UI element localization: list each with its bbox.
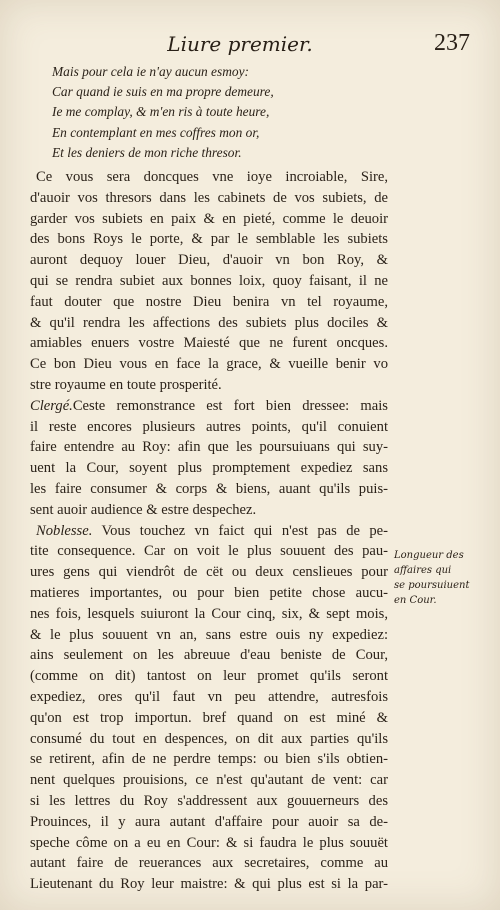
marginal-note-line: en Cour. [394, 595, 437, 606]
text-line: Ce bon Dieu vous en face la grace, & vueille benir vo [30, 356, 388, 373]
text-line: uent la Cour, soyent plus promptement expediez sans [30, 460, 388, 477]
paragraph-roy [30, 167, 388, 396]
text-line: matieres importantes, ou pour bien petite chose aucu- [30, 584, 388, 601]
text-line: autant faire de reuerances aux secretaires, comme au [30, 855, 388, 872]
paragraph-clerge [30, 396, 388, 521]
text-line: (comme on dit) tantost on leur promet qu'ils seront [30, 668, 388, 685]
text-line: stre royaume en toute prosperité. [30, 376, 222, 393]
text-line: il reste encores plusieurs autres points, qu'il conuient [30, 418, 388, 435]
text-line: expediez, ores qu'il faut vn peu attendre, autresfois [30, 688, 388, 705]
verse-line: Mais pour cela ie n'ay aucun esmoy: [52, 64, 249, 79]
running-header: Liure premier. [167, 32, 313, 56]
text-line: tite consequence. Car on voit le plus souuent des pau- [30, 543, 388, 560]
text-line: speche côme on a eu en Cour: & si faudra le plus souuët [30, 834, 388, 851]
text-line: d'auoir vos thresors dans les cabinets de vos subiets, de [30, 189, 388, 206]
text-line: se retirent, afin de ne perdre temps: ou bien s'ils obtien- [30, 751, 388, 768]
marginal-note-line: Longueur des [394, 550, 464, 561]
marginal-note-line: affaires qui [394, 565, 452, 576]
text-line: nes fois, lesquels suiuront la Cour cinq, six, & sept mois, [30, 605, 388, 622]
text-line: les faire consumer & corps & biens, auant qu'ils puis- [30, 480, 388, 497]
text-line: amiables enuers vostre Maiesté que ne furent oncques. [30, 335, 388, 352]
text-line: qu'on est trop importun. bref quand on est miné & [30, 709, 388, 726]
speaker-label-noblesse: Noblesse. [36, 522, 93, 539]
text-line: si les lettres du Roy s'addressent aux gouuerneurs des [30, 792, 388, 809]
text-line: Ce vous sera doncques vne ioye incroiable, Sire, [36, 169, 388, 186]
text-line: faut douter que nostre Dieu benira vn tel royaume, [30, 293, 388, 310]
text-line [30, 521, 388, 542]
text-line: garder vos subiets en paix & en pieté, comme le deuoir [30, 210, 388, 227]
text-line: ures gens qui viendrôt de cët ou deux censlieues pour [30, 564, 388, 581]
speaker-label-clerge: Clergé. [30, 397, 73, 414]
verse-line: En contemplant en mes coffres mon or, [52, 124, 260, 140]
page-body [30, 62, 388, 895]
text-line: faire entendre au Roy: afin que les poursuiuans qui suy- [30, 439, 388, 456]
verse-line: Et les deniers de mon riche thresor. [52, 144, 242, 160]
text-line: des bons Roys le porte, & par le semblable les subiets [30, 231, 388, 248]
paragraph-noblesse [30, 521, 388, 895]
marginal-note [394, 548, 484, 608]
text-line: Lieutenant du Roy leur maistre: & qui plus est si la par- [30, 876, 388, 893]
text-line: ains seulement on les abreuue d'eau beniste de Cour, [30, 647, 388, 664]
text-segment: Ceste remonstrance est fort bien dressee: mais [72, 397, 388, 414]
verse-line: Ie me complay, & m'en ris à toute heure, [52, 104, 270, 120]
text-line: nent quelques prouisions, ce n'est qu'autant de vent: car [30, 772, 388, 789]
page-number: 237 [434, 30, 470, 56]
marginal-note-line: se poursuiuent [394, 580, 470, 591]
text-line: consumé du tout en despences, on dit aux parties qu'ils [30, 730, 388, 747]
text-line: & le plus souuent vn an, sans estre ouis ny expediez: [30, 626, 388, 643]
verse-block [52, 62, 388, 163]
text-line: sent auoir audience & estre despechez. [30, 501, 257, 518]
text-segment: Vous touchez vn faict qui n'est pas de pe- [101, 522, 388, 539]
text-line [30, 396, 388, 417]
verse-line: Car quand ie suis en ma propre demeure, [52, 84, 274, 100]
text-line: auront dequoy louer Dieu, d'auoir vn bon Roy, & [30, 252, 388, 269]
text-line: qui se rendra subiet aux bonnes loix, quoy faisant, il ne [30, 273, 388, 289]
text-line: Prouinces, il y aura autant d'affaire pour auoir sa de- [30, 813, 388, 830]
text-line: & qu'il rendra les affections des subiets plus dociles & [30, 314, 388, 331]
